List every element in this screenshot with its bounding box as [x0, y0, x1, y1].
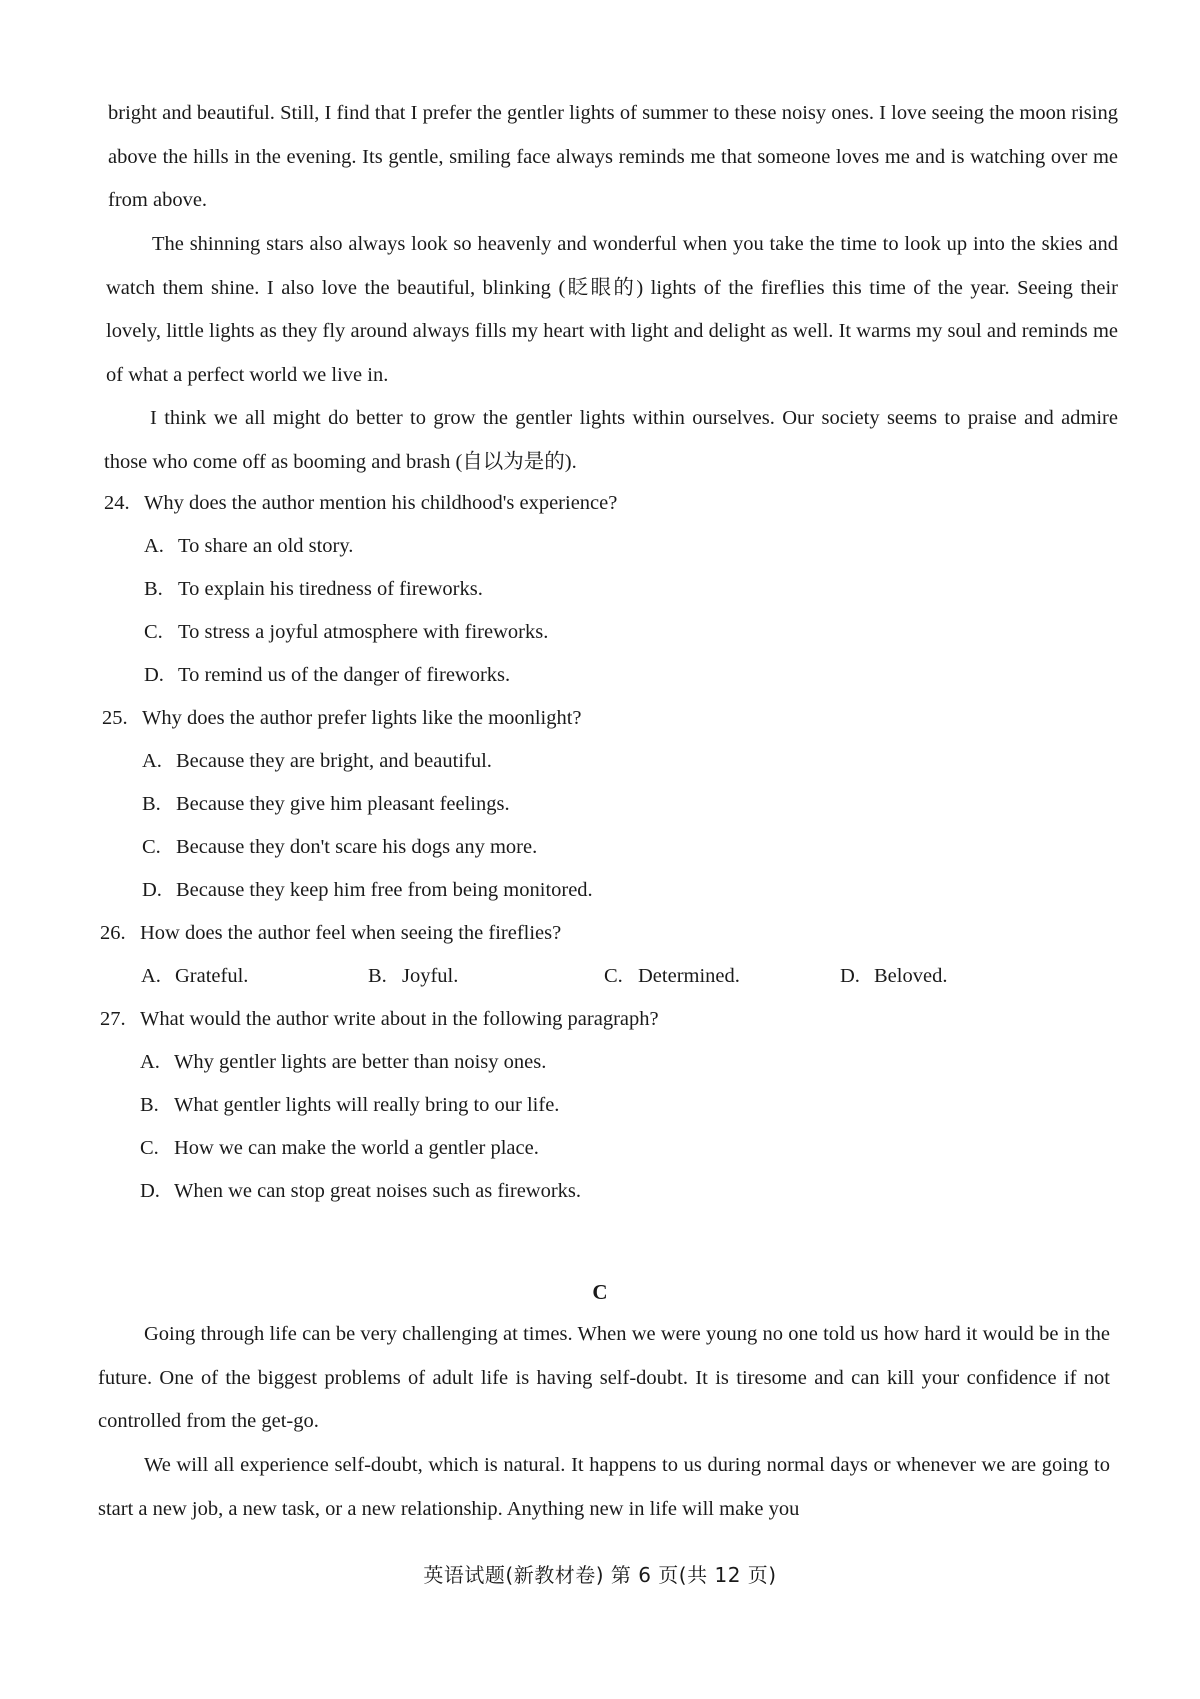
q27-option-a[interactable] — [140, 1048, 546, 1076]
option-label: A. — [144, 535, 164, 557]
option-text: Because they give him pleasant feelings. — [176, 793, 510, 815]
section-heading: C — [592, 1280, 608, 1304]
option-label: B. — [368, 965, 387, 987]
page-footer: 英语试题(新教材卷) 第 6 页(共 12 页) — [423, 1563, 777, 1587]
question-number: 27. — [100, 1008, 126, 1030]
option-label: D. — [840, 965, 860, 987]
q27-option-b[interactable] — [140, 1091, 559, 1119]
question-number: 24. — [104, 492, 130, 514]
option-label: D. — [144, 664, 164, 686]
option-text: Why gentler lights are better than noisy ones. — [174, 1051, 547, 1073]
option-label: B. — [140, 1094, 159, 1116]
passage-c-paragraph-1: Going through life can be very challenging at times. When we were young no one told us how hard it would be in the future. One of the biggest problems of adult life is having self-doubt. It is tiresome and can kill your confidence if not controlled from the get-go. — [98, 1323, 1110, 1432]
q24-option-b[interactable] — [144, 575, 483, 603]
option-label: A. — [142, 750, 162, 772]
option-text: What gentler lights will really bring to our life. — [174, 1094, 560, 1116]
q26-option-d[interactable] — [840, 962, 947, 990]
q25-option-c[interactable] — [142, 833, 537, 861]
option-text: When we can stop great noises such as fireworks. — [174, 1180, 582, 1202]
option-label: C. — [140, 1137, 159, 1159]
option-text: To stress a joyful atmosphere with fireworks. — [178, 621, 549, 643]
q24-option-d[interactable] — [144, 661, 510, 689]
question-text: How does the author feel when seeing the fireflies? — [140, 922, 562, 944]
option-text: Determined. — [638, 965, 740, 987]
option-label: D. — [142, 879, 162, 901]
option-label: B. — [142, 793, 161, 815]
passage-b-paragraph-3: I think we all might do better to grow the gentler lights within ourselves. Our society seems to praise and admire those who come off as booming and brash (自以为是的). — [104, 407, 1118, 473]
q24-option-a[interactable] — [144, 532, 353, 560]
q25-option-b[interactable] — [142, 790, 510, 818]
question-text: What would the author write about in the following paragraph? — [140, 1008, 659, 1030]
option-label: A. — [141, 965, 161, 987]
q25-option-d[interactable] — [142, 876, 593, 904]
question-text: Why does the author mention his childhood's experience? — [144, 492, 618, 514]
option-label: D. — [140, 1180, 160, 1202]
question-24 — [104, 489, 617, 517]
option-text: To remind us of the danger of fireworks. — [178, 664, 511, 686]
question-25 — [102, 704, 582, 732]
option-label: B. — [144, 578, 163, 600]
passage-b-paragraph-1: bright and beautiful. Still, I find that I prefer the gentler lights of summer to these noisy ones. I love seeing the moon rising above the hills in the evening. Its gentle, smiling face always reminds me that someone loves me and is watching over me from above. — [108, 102, 1118, 211]
q26-option-c[interactable] — [604, 962, 740, 990]
q26-option-a[interactable] — [141, 962, 248, 990]
option-text: Joyful. — [402, 965, 459, 987]
q27-option-d[interactable] — [140, 1177, 581, 1205]
option-text: Grateful. — [175, 965, 249, 987]
option-text: Beloved. — [874, 965, 948, 987]
question-number: 26. — [100, 922, 126, 944]
option-text: To explain his tiredness of fireworks. — [178, 578, 483, 600]
option-text: To share an old story. — [178, 535, 354, 557]
q25-option-a[interactable] — [142, 747, 492, 775]
option-label: C. — [604, 965, 623, 987]
option-label: C. — [142, 836, 161, 858]
option-text: Because they are bright, and beautiful. — [176, 750, 492, 772]
option-label: A. — [140, 1051, 160, 1073]
q27-option-c[interactable] — [140, 1134, 539, 1162]
question-number: 25. — [102, 707, 128, 729]
option-text: Because they keep him free from being monitored. — [176, 879, 593, 901]
passage-c-paragraph-2: We will all experience self-doubt, which is natural. It happens to us during normal days or whenever we are going to start a new job, a new task, or a new relationship. Anything new in life will make you — [98, 1454, 1110, 1520]
question-27 — [100, 1005, 659, 1033]
question-26 — [100, 919, 561, 947]
passage-b-paragraph-2: The shinning stars also always look so heavenly and wonderful when you take the time to look up into the skies and watch them shine. I also love the beautiful, blinking (眨眼的) lights of the fireflies this time of the year. Seeing their lovely, little lights as they fly around always fills my heart with light and delight as well. It warms my soul and reminds me of what a perfect world we live in. — [106, 233, 1118, 386]
q26-option-b[interactable] — [368, 962, 458, 990]
question-text: Why does the author prefer lights like the moonlight? — [142, 707, 582, 729]
option-label: C. — [144, 621, 163, 643]
option-text: How we can make the world a gentler place. — [174, 1137, 539, 1159]
option-text: Because they don't scare his dogs any more. — [176, 836, 538, 858]
q24-option-c[interactable] — [144, 618, 548, 646]
